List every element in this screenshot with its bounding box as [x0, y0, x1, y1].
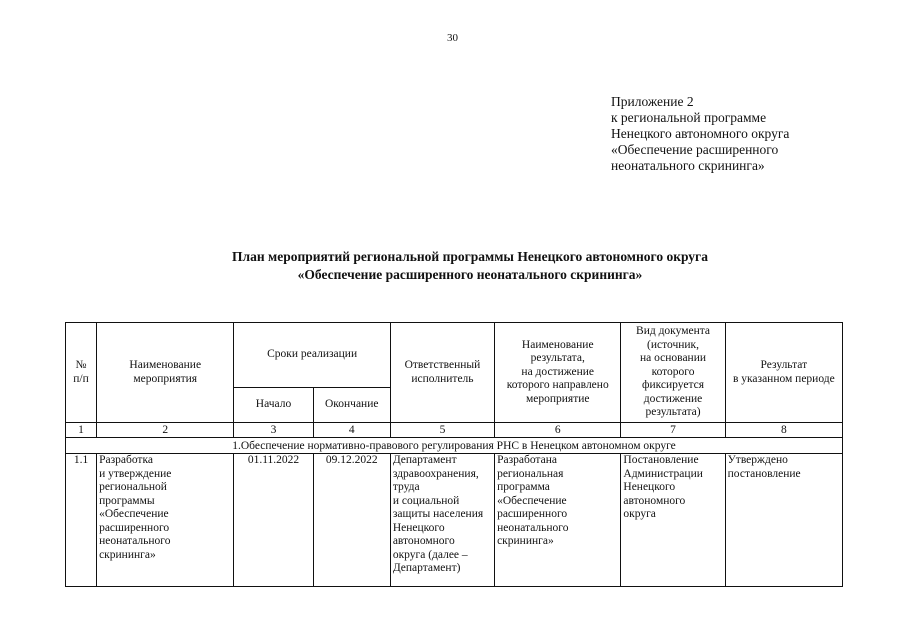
- document-title-line-1: План мероприятий региональной программы Ненецкого автономного округа: [232, 249, 708, 264]
- cell-doc-type: Постановление Администрации Ненецкого автономного округа: [621, 454, 725, 587]
- column-number: 2: [97, 423, 234, 438]
- section-title: 1.Обеспечение нормативно-правового регулирования РНС в Ненецком автономном округе: [66, 438, 843, 454]
- column-number: 3: [234, 423, 313, 438]
- column-number: 6: [495, 423, 621, 438]
- column-number: 7: [621, 423, 725, 438]
- table-row: [66, 454, 843, 587]
- column-number: 5: [390, 423, 494, 438]
- header-end: Окончание: [313, 388, 390, 423]
- header-result-name: Наименование результата, на достижение которого направлено мероприятие: [495, 323, 621, 423]
- page-number: 30: [447, 32, 458, 44]
- section-row: [66, 438, 843, 454]
- cell-end: 09.12.2022: [313, 454, 390, 587]
- appendix-line: к региональной программе: [611, 110, 767, 125]
- header-responsible: Ответственный исполнитель: [390, 323, 494, 423]
- header-number: № п/п: [66, 323, 97, 423]
- header-start: Начало: [234, 388, 313, 423]
- appendix-line: неонатального скрининга»: [611, 158, 765, 173]
- column-number: 1: [66, 423, 97, 438]
- cell-responsible: Департамент здравоохранения, труда и социальной защиты населения Ненецкого автономного округа (далее – Департамент): [390, 454, 494, 587]
- document-title-line-2: «Обеспечение расширенного неонатального скрининга»: [297, 267, 643, 282]
- cell-number: 1.1: [66, 454, 97, 587]
- appendix-line: «Обеспечение расширенного: [611, 142, 779, 157]
- header-terms: Сроки реализации: [234, 323, 390, 388]
- cell-start: 01.11.2022: [234, 454, 313, 587]
- plan-table: [65, 322, 843, 587]
- column-number: 8: [725, 423, 842, 438]
- table-header-row: [66, 323, 843, 388]
- cell-result: Утверждено постановление: [725, 454, 842, 587]
- appendix-line: Приложение 2: [611, 94, 694, 109]
- appendix-note: [611, 94, 789, 174]
- header-event-name: Наименование мероприятия: [97, 323, 234, 423]
- cell-result-name: Разработана региональная программа «Обеспечение расширенного неонатального скрининга»: [495, 454, 621, 587]
- cell-event-name: Разработка и утверждение региональной программы «Обеспечение расширенного неонатального скрининга»: [97, 454, 234, 587]
- header-doc-type: Вид документа (источник, на основании которого фиксируется достижение результата): [621, 323, 725, 423]
- column-number-row: [66, 423, 843, 438]
- appendix-line: Ненецкого автономного округа: [611, 126, 790, 141]
- header-result: Результат в указанном периоде: [725, 323, 842, 423]
- column-number: 4: [313, 423, 390, 438]
